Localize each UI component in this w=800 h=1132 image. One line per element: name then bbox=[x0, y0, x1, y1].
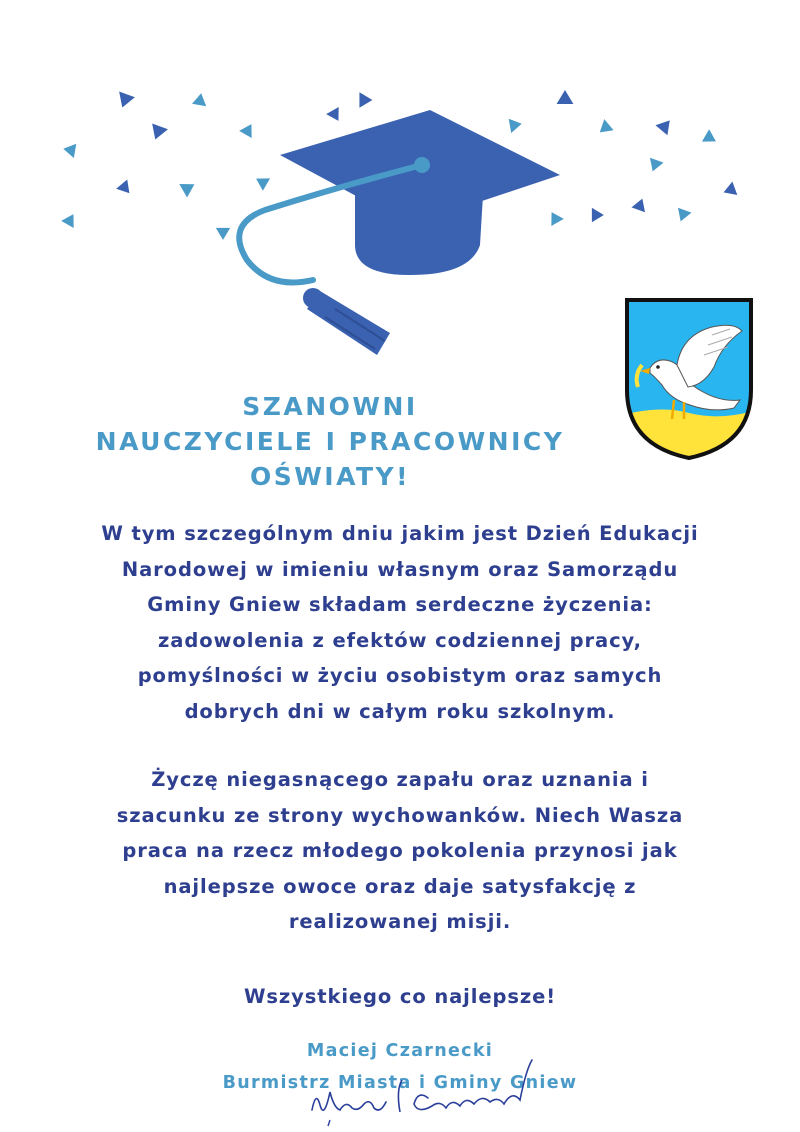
gniew-coat-of-arms bbox=[622, 295, 756, 463]
confetti-triangle bbox=[114, 92, 135, 111]
confetti-triangle bbox=[646, 158, 664, 174]
paragraph-line: realizowanej misji. bbox=[288, 910, 512, 933]
paragraph-line: Życzę niegasnącego zapału oraz uznania i bbox=[151, 768, 649, 791]
confetti-triangle bbox=[595, 119, 613, 138]
handwritten-signature bbox=[300, 1050, 560, 1132]
heading-line-2: NAUCZYCIELE I PRACOWNICY bbox=[95, 427, 565, 456]
confetti-triangle bbox=[655, 115, 675, 135]
confetti-triangle bbox=[116, 179, 135, 197]
graduation-cap-icon bbox=[225, 95, 570, 360]
signer-title: Burmistrz Miasta i Gminy Gniew bbox=[222, 1073, 578, 1093]
confetti-triangle bbox=[192, 92, 208, 106]
paragraph-line: W tym szczególnym dniu jakim jest Dzień Edukacji bbox=[101, 522, 699, 545]
tassel-fringe bbox=[307, 291, 390, 355]
paragraph-line: praca na rzecz młodego pokolenia przynosi jak bbox=[122, 839, 678, 862]
confetti-triangle bbox=[592, 208, 604, 222]
paragraph-line: pomyślności w życiu osobistym oraz samych bbox=[137, 664, 663, 687]
paragraph-line: Narodowej w imieniu własnym oraz Samorządu bbox=[121, 557, 679, 581]
signer-name: Maciej Czarnecki bbox=[306, 1041, 494, 1061]
closing-line: Wszystkiego co najlepsze! bbox=[243, 985, 557, 1008]
heading-line-1: SZANOWNI bbox=[242, 392, 418, 421]
confetti-triangle bbox=[62, 142, 76, 158]
paragraph-line: Gminy Gniew składam serdeczne życzenia: bbox=[147, 593, 653, 616]
confetti-triangle bbox=[631, 196, 649, 212]
confetti-triangle bbox=[674, 208, 692, 224]
paragraph-line: dobrych dni w całym roku szkolnym. bbox=[184, 699, 616, 723]
confetti-triangle bbox=[61, 210, 79, 228]
heading-line-3: OŚWIATY! bbox=[249, 462, 411, 491]
confetti-triangle bbox=[702, 129, 720, 147]
confetti-triangle bbox=[721, 181, 737, 199]
greeting-paragraph-1 bbox=[40, 516, 760, 729]
paragraph-line: najlepsze owoce oraz daje satysfakcję z bbox=[163, 874, 637, 898]
paragraph-line: szacunku ze strony wychowanków. Niech Wasza bbox=[116, 803, 684, 827]
confetti-triangle bbox=[147, 124, 168, 143]
paragraph-line: zadowolenia z efektów codziennej pracy, bbox=[158, 628, 642, 652]
confetti-triangle bbox=[179, 178, 198, 198]
greeting-paragraph-2 bbox=[40, 762, 760, 940]
